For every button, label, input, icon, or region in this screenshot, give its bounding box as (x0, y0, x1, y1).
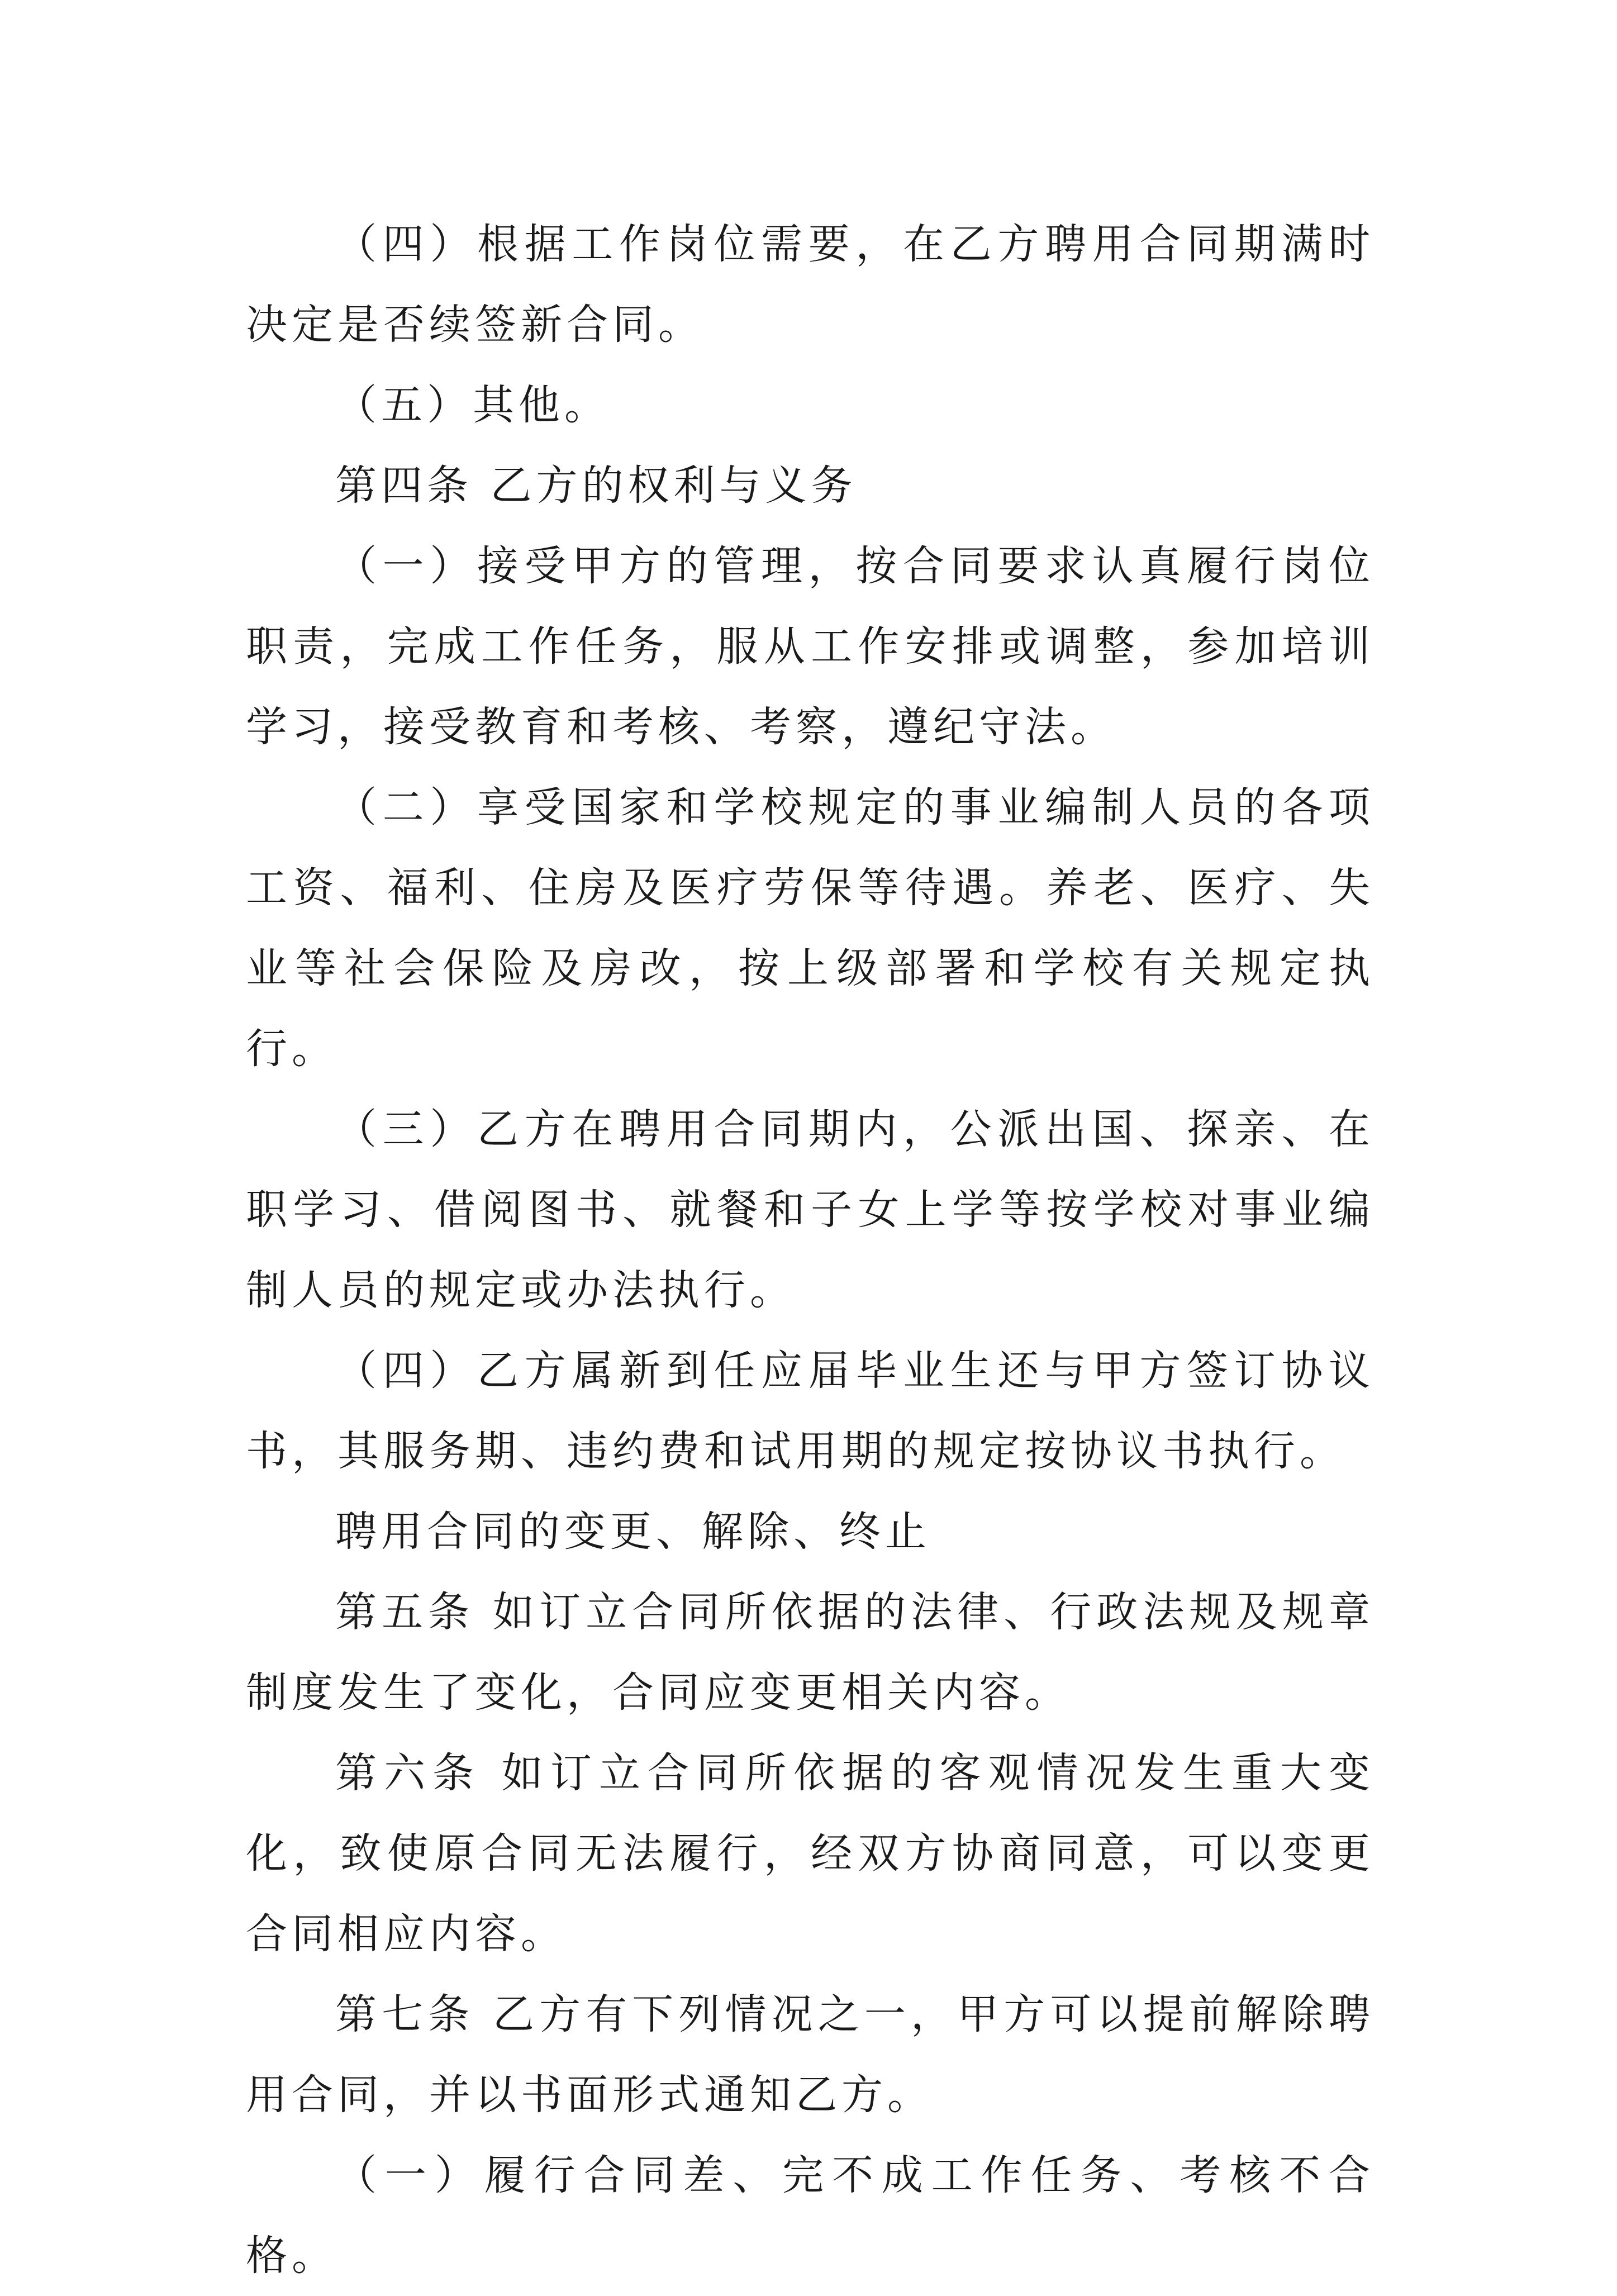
paragraph-clause-6: 第六条 如订立合同所依据的客观情况发生重大变化，致使原合同无法履行，经双方协商同意，可以变更合同相应内容。 (246, 1749, 1375, 1958)
section-heading: 聘用合同的变更、解除、终止 (335, 1508, 931, 1556)
paragraph-clause-4-item-1: （一）接受甲方的管理，按合同要求认真履行岗位职责，完成工作任务，服从工作安排或调整，参加培训学习，接受教育和考核、考察，遵纪守法。 (246, 542, 1375, 751)
paragraph-clause-5: 第五条 如订立合同所依据的法律、行政法规及规章制度发生了变化，合同应变更相关内容。 (246, 1588, 1375, 1717)
heading-clause-4: 第四条 乙方的权利与义务 (335, 462, 857, 510)
document-body (246, 204, 1375, 2296)
paragraph-clause-7: 第七条 乙方有下列情况之一，甲方可以提前解除聘用合同，并以书面形式通知乙方。 (246, 1990, 1375, 2119)
paragraph-clause-3-item-5: （五）其他。 (335, 381, 610, 429)
paragraph-clause-4-item-4: （四）乙方属新到任应届毕业生还与甲方签订协议书，其服务期、违约费和试用期的规定按协议书执行。 (246, 1347, 1375, 1475)
paragraph-clause-3-item-4: （四）根据工作岗位需要，在乙方聘用合同期满时决定是否续签新合同。 (246, 220, 1375, 349)
paragraph-clause-4-item-2: （二）享受国家和学校规定的事业编制人员的各项工资、福利、住房及医疗劳保等待遇。养老、医疗、失业等社会保险及房改，按上级部署和学校有关规定执行。 (246, 783, 1375, 1073)
paragraph-clause-4-item-3: （三）乙方在聘用合同期内，公派出国、探亲、在职学习、借阅图书、就餐和子女上学等按学校对事业编制人员的规定或办法执行。 (246, 1105, 1375, 1314)
paragraph-clause-7-item-1: （一）履行合同差、完不成工作任务、考核不合格。 (246, 2151, 1375, 2280)
